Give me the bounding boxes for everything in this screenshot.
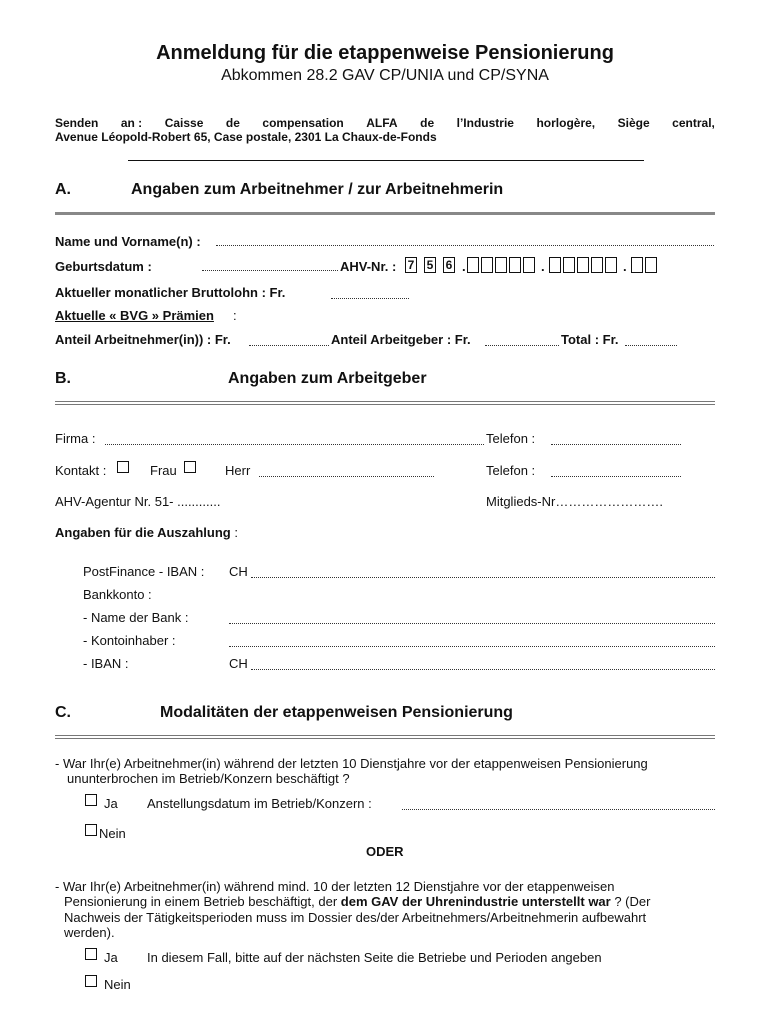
telefon-label-2: Telefon : [486, 463, 536, 478]
send-word: l’Industrie [456, 116, 514, 130]
ahv-digit-box[interactable] [591, 257, 603, 273]
oder-label: ODER [366, 844, 404, 859]
telefon-field[interactable] [551, 444, 681, 445]
header-divider [128, 160, 644, 161]
frau-label: Frau [150, 463, 177, 478]
section-b-letter: B. [55, 370, 71, 387]
kontoinhaber-label: - Kontoinhaber : [83, 633, 176, 648]
q1-nein-label: Nein [99, 826, 126, 841]
employee-share-label: Anteil Arbeitnehmer(in)) : Fr. [55, 332, 231, 347]
bank-name-field[interactable] [229, 623, 715, 624]
question-2-line-4: werden). [64, 925, 115, 940]
birth-date-field[interactable] [202, 270, 338, 271]
iban-field[interactable] [251, 669, 715, 670]
q2-ja-checkbox[interactable] [85, 948, 97, 960]
question-2-emphasis: dem GAV der Uhrenindustrie unterstellt war [340, 894, 611, 909]
send-word: ALFA [366, 116, 398, 130]
iban-ch-prefix: CH [229, 656, 248, 671]
q2-nein-label: Nein [104, 977, 131, 992]
page-subtitle: Abkommen 28.2 GAV CP/UNIA und CP/SYNA [221, 67, 549, 84]
question-2-text: ? (Der [614, 894, 651, 909]
postfinance-label: PostFinance - IBAN : [83, 564, 205, 579]
send-to-line-1 [55, 116, 715, 130]
section-c-letter: C. [55, 704, 71, 721]
telefon-label: Telefon : [486, 431, 536, 446]
bvg-label: Aktuelle « BVG » Prämien [55, 308, 214, 323]
question-2-line-2 [64, 894, 715, 909]
employer-share-field[interactable] [485, 345, 559, 346]
send-word: central, [672, 116, 715, 130]
ahv-digit-box[interactable] [631, 257, 643, 273]
section-b-title: Angaben zum Arbeitgeber [228, 370, 427, 387]
ahv-digit: 6 [443, 257, 455, 273]
send-word: de [420, 116, 435, 130]
ahv-digit-box[interactable] [645, 257, 657, 273]
herr-field[interactable] [259, 476, 434, 477]
section-a-letter: A. [55, 181, 71, 198]
kontoinhaber-field[interactable] [229, 646, 715, 647]
q2-nein-checkbox[interactable] [85, 975, 97, 987]
frau-checkbox[interactable] [184, 461, 196, 473]
page-title: Anmeldung für die etappenweise Pensionierung [156, 42, 614, 64]
total-field[interactable] [625, 345, 677, 346]
payment-heading [55, 525, 238, 540]
ahv-digit-box[interactable] [523, 257, 535, 273]
bankkonto-label: Bankkonto : [83, 587, 152, 602]
kontakt-label: Kontakt : [55, 463, 107, 478]
q1-ja-label: Ja [104, 796, 118, 811]
start-date-field[interactable] [402, 809, 715, 810]
postfinance-iban-field[interactable] [251, 577, 715, 578]
start-date-label: Anstellungsdatum im Betrieb/Konzern : [147, 796, 372, 811]
question-2-text: Pensionierung in einem Betrieb beschäftigt, der [64, 894, 338, 909]
send-word: compensation [262, 116, 344, 130]
employee-share-field[interactable] [249, 345, 329, 346]
section-b-rule [55, 401, 715, 405]
ahv-digit: 7 [405, 257, 417, 273]
birth-date-label: Geburtsdatum : [55, 259, 152, 274]
ahv-digit-box[interactable] [481, 257, 493, 273]
send-word: an : [120, 116, 143, 130]
ahv-digit-box[interactable] [563, 257, 575, 273]
iban-label: - IBAN : [83, 656, 129, 671]
total-label: Total : Fr. [561, 332, 619, 347]
ahv-agentur-label[interactable]: AHV-Agentur Nr. 51- ............ [55, 494, 221, 509]
q2-ja-label: Ja [104, 950, 118, 965]
ahv-digit-box[interactable] [495, 257, 507, 273]
ahv-digit: 5 [424, 257, 436, 273]
firma-field[interactable] [105, 444, 484, 445]
ahv-separator: . [462, 259, 466, 274]
bank-name-label: - Name der Bank : [83, 610, 189, 625]
question-2-line-1: - War Ihr(e) Arbeitnehmer(in) während mind. 10 der letzten 12 Dienstjahre vor der etappenweisen [55, 879, 615, 894]
salary-label: Aktueller monatlicher Bruttolohn : Fr. [55, 285, 286, 300]
ahv-separator: . [623, 259, 627, 274]
next-page-note: In diesem Fall, bitte auf der nächsten Seite die Betriebe und Perioden angeben [147, 950, 602, 965]
telefon-field-2[interactable] [551, 476, 681, 477]
q1-ja-checkbox[interactable] [85, 794, 97, 806]
ahv-digit-box[interactable] [549, 257, 561, 273]
send-word: de [225, 116, 240, 130]
salary-field[interactable] [331, 298, 409, 299]
question-1-line-2: ununterbrochen im Betrieb/Konzern beschäftigt ? [67, 771, 350, 786]
question-1-line-1: - War Ihr(e) Arbeitnehmer(in) während der letzten 10 Dienstjahre vor der etappenweisen Pensionierung [55, 756, 648, 771]
name-field[interactable] [216, 245, 714, 246]
mitglieds-label[interactable]: Mitglieds-Nr……………………. [486, 494, 663, 509]
ahv-separator: . [541, 259, 545, 274]
bvg-colon: : [233, 308, 237, 323]
name-label: Name und Vorname(n) : [55, 234, 201, 249]
section-a-rule [55, 212, 715, 215]
q1-nein-checkbox[interactable] [85, 824, 97, 836]
send-word: Siège [617, 116, 650, 130]
ahv-digit-box[interactable] [509, 257, 521, 273]
send-word: horlogère, [536, 116, 596, 130]
section-c-rule [55, 735, 715, 739]
ahv-digit-box[interactable] [577, 257, 589, 273]
firma-label: Firma : [55, 431, 96, 446]
postfinance-ch-prefix: CH [229, 564, 248, 579]
herr-label: Herr [225, 463, 251, 478]
ahv-digit-box[interactable] [467, 257, 479, 273]
kontakt-checkbox[interactable] [117, 461, 129, 473]
ahv-digit-box[interactable] [605, 257, 617, 273]
payment-title: Angaben für die Auszahlung [55, 525, 231, 540]
ahv-label: AHV-Nr. : [340, 259, 397, 274]
section-c-title: Modalitäten der etappenweisen Pensionierung [160, 704, 513, 721]
section-a-title: Angaben zum Arbeitnehmer / zur Arbeitnehmerin [131, 181, 504, 198]
send-to-line-2: Avenue Léopold-Robert 65, Case postale, 2301 La Chaux-de-Fonds [55, 130, 437, 144]
employer-share-label: Anteil Arbeitgeber : Fr. [331, 332, 471, 347]
send-word: Senden [55, 116, 99, 130]
send-word: Caisse [164, 116, 204, 130]
payment-colon: : [234, 525, 238, 540]
question-2-line-3: Nachweis der Tätigkeitsperioden muss im Dossier des/der Arbeitnehmers/Arbeitnehmerin aufbewahrt [64, 910, 647, 925]
